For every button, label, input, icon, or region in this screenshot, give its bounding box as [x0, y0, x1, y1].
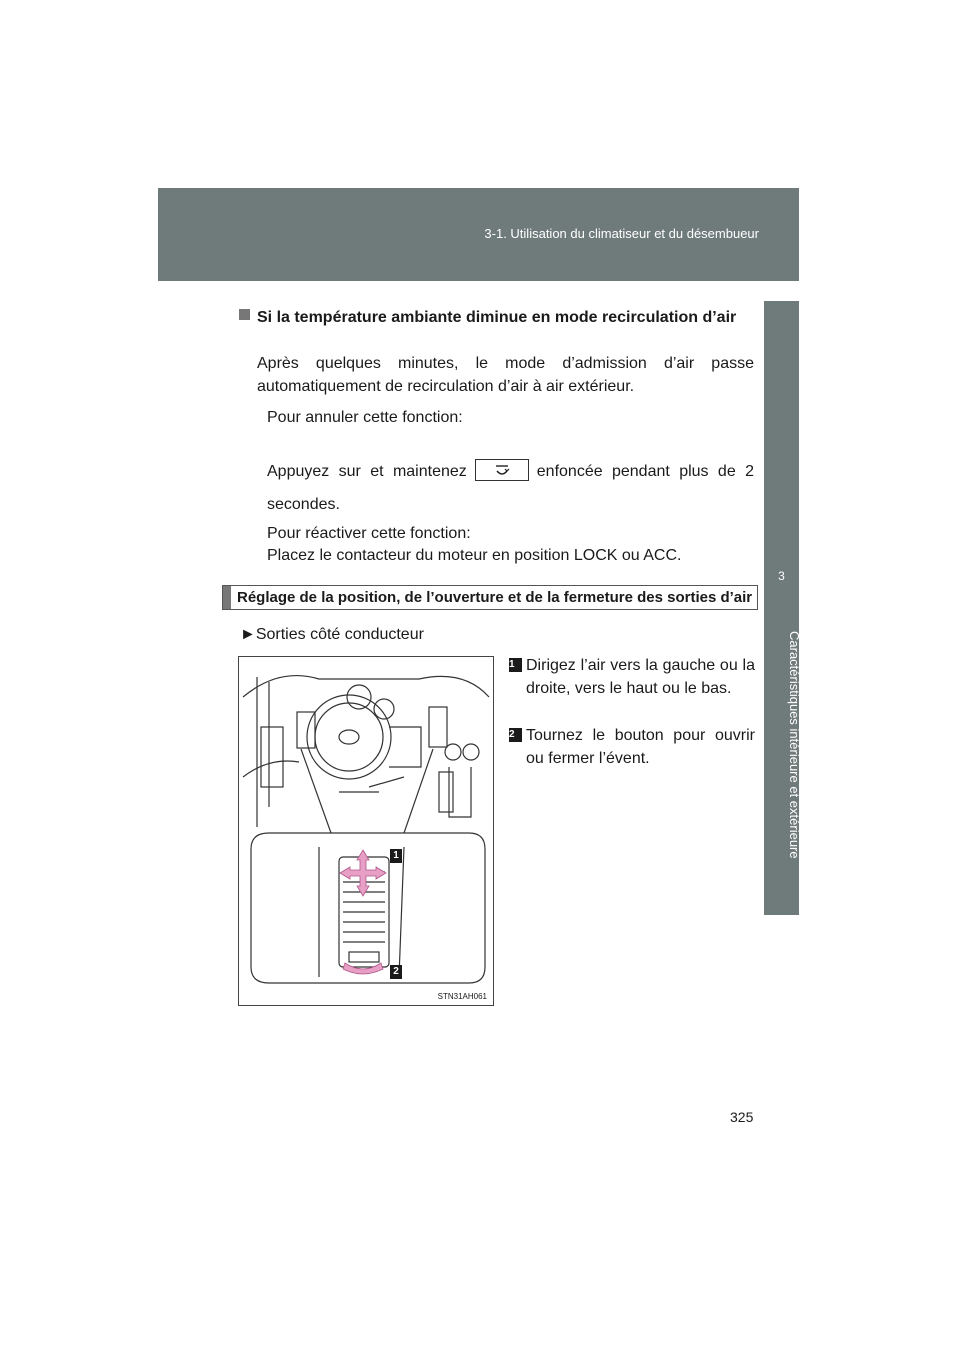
callout-1: 1 — [390, 849, 402, 863]
page-number: 325 — [730, 1109, 754, 1125]
step-2-text: Tournez le bouton pour ouvrir ou fermer l’évent. — [526, 727, 755, 767]
step-2-number: 2 — [509, 728, 522, 742]
figure-code: STN31AH061 — [437, 992, 487, 1001]
cancel-label: Pour annuler cette fonction: — [267, 409, 463, 426]
vent-illustration — [238, 656, 494, 1006]
callout-2: 2 — [390, 965, 402, 979]
step-1 — [509, 654, 755, 700]
chapter-side-label: Caractéristiques intérieure et extérieure — [787, 631, 802, 859]
recirculation-icon — [475, 459, 529, 481]
reactivate-label: Pour réactiver cette fonction: — [267, 525, 471, 542]
subsection-heading-text: Réglage de la position, de l’ouverture et de la fermeture des sorties d’air — [237, 589, 753, 606]
chapter-side-tab — [764, 301, 802, 915]
subsection-heading — [222, 585, 758, 610]
step-1-number: 1 — [509, 658, 522, 672]
chapter-title: 3-1. Utilisation du climatiseur et du désembueur — [484, 226, 759, 241]
heading-stripe — [223, 586, 231, 609]
chapter-header — [158, 188, 799, 281]
chapter-number: 3 — [778, 569, 785, 583]
section-title: Si la température ambiante diminue en mode recirculation d’air — [257, 309, 737, 326]
reactivate-text: Placez le contacteur du moteur en position LOCK ou ACC. — [267, 547, 682, 564]
step-2 — [509, 724, 755, 770]
subsection-item: ►Sorties côté conducteur — [240, 626, 424, 643]
press-after-text: enfoncée pendant plus de 2 secondes. — [267, 463, 754, 513]
section-intro: Après quelques minutes, le mode d’admission d’air passe automatiquement de recirculation d’air à air extérieur. — [257, 355, 754, 395]
dashboard-vent-drawing — [239, 657, 493, 1005]
press-before-text: Appuyez sur et maintenez — [267, 463, 467, 480]
press-instruction — [267, 455, 754, 521]
step-1-text: Dirigez l’air vers la gauche ou la droite, vers le haut ou le bas. — [526, 657, 755, 697]
